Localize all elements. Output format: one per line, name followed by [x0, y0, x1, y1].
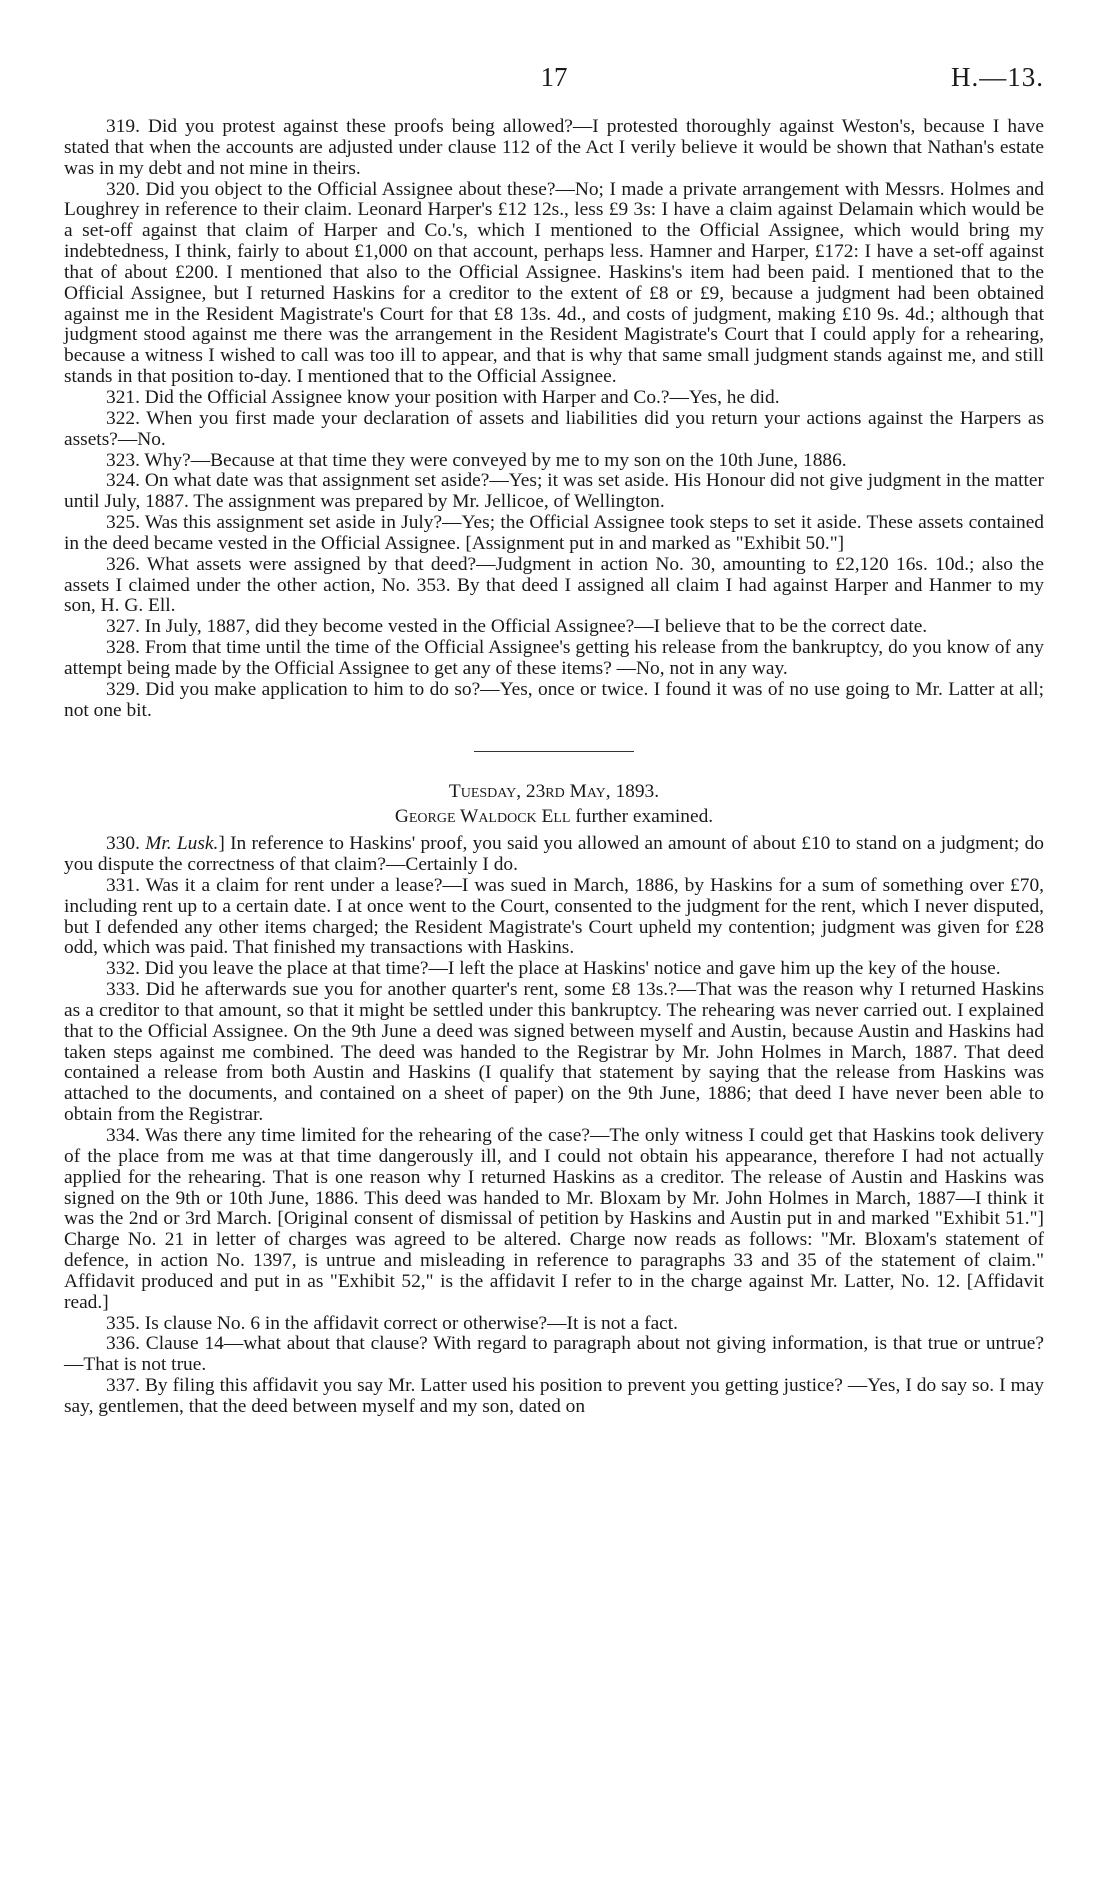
- paragraph-331: 331. Was it a claim for rent under a lease?—I was sued in March, 1886, by Haskins for a sum of something over £70, including rent up to a certain date. I at once went to the Court, consented to the judgment for the rent, which I never disputed, but I defended any other items charged; the Resident Magistrate's Court upheld my contention; judgment was given for £28 odd, which was paid. That finished my transactions with Haskins.: [64, 874, 1044, 959]
- paragraph-323: 323. Why?—Because at that time they were conveyed by me to my son on the 10th June, 1886.: [106, 449, 847, 471]
- paragraph-334: 334. Was there any time limited for the rehearing of the case?—The only witness I could get that Haskins took delivery of the place from me was at that time dangerously ill, and I could not obtain his appearance, therefore I had not actually applied for the rehearing. That is one reason why I returned Haskins as a creditor. The release of Austin and Haskins was signed on the 9th or 10th June, 1886. This deed was handed to Mr. Bloxam by Mr. John Holmes in March, 1887—I think it was the 2nd or 3rd March. [Original consent of dismissal of petition by Haskins and Austin put in and marked "Exhibit 51."] Charge No. 21 in letter of charges was agreed to be altered. Charge now reads as follows: "Mr. Bloxam's statement of defence, in action No. 1397, is untrue and misleading in reference to paragraphs 33 and 35 of the statement of claim." Affidavit produced and put in as "Exhibit 52," is the affidavit I refer to in the charge against Mr. Latter, No. 12. [Affidavit read.]: [64, 1124, 1044, 1313]
- questioner-name: Mr. Lusk.: [145, 833, 219, 855]
- paragraph-333: 333. Did he afterwards sue you for another quarter's rent, some £8 13s.?—That was the reason why I returned Haskins as a creditor to that amount, so that it might be settled under this bankruptcy. The rehearing was never carried out. I explained that to the Official Assignee. On the 9th June a deed was signed between myself and Austin, because Austin and Haskins had taken steps against me combined. The deed was handed to the Registrar by Mr. John Holmes in March, 1887. That deed contained a release from both Austin and Haskins (I qualify that statement by saying that the release from Haskins was attached to the documents, and contained on a sheet of paper) on the 9th June, 1886; that deed I have never been able to obtain from the Registrar.: [64, 979, 1044, 1126]
- paragraph-319: 319. Did you protest against these proofs being allowed?—I protested thoroughly against Weston's, because I have stated that when the accounts are adjusted under clause 112 of the Act I verily believe it would be shown that Nathan's estate was in my debt and not mine in theirs.: [64, 116, 1044, 179]
- paragraph-326: 326. What assets were assigned by that deed?—Judgment in action No. 30, amounting to £2,120 16s. 10d.; also the assets I claimed under the other action, No. 353. By that deed I assigned all claim I had against Harper and Hanmer to my son, H. G. Ell.: [64, 553, 1044, 617]
- witness-suffix: further examined.: [570, 806, 714, 828]
- document-reference: H.—13.: [951, 62, 1044, 92]
- paragraph-320: 320. Did you object to the Official Assignee about these?—No; I made a private arrangement with Messrs. Holmes and Loughrey in reference to their claim. Leonard Harper's £12 12s., less £9 3s: I have a claim against Delamain which would be a set-off against that claim of Harper and Co.'s, which I mentioned to the Official Assignee, which would bring my indebtedness, I think, fairly to about £1,000 on that account, perhaps less. Hamner and Harper, £172: I have a set-off against that of about £200. I mentioned that also to the Official Assignee. Haskins's item had been paid. I mentioned that to the Official Assignee, but I returned Haskins for a creditor to the extent of £8 or £9, because a judgment had been obtained against me in the Resident Magistrate's Court for that £8 13s. 4d., and costs of judgment, making £10 9s. 4d.; although that judgment stood against me there was the arrangement in the Resident Magistrate's Court that I could apply for a rehearing, because a witness I wished to call was too ill to appear, and that is why that same small judgment stands against me, and still stands in that position to-day. I mentioned that to the Official Assignee.: [64, 178, 1044, 388]
- paragraph-336: 336. Clause 14—what about that clause? With regard to paragraph about not giving information, is that true or untrue?—That is not true.: [64, 1333, 1044, 1376]
- witness-heading: [64, 807, 1044, 828]
- paragraph-328: 328. From that time until the time of the Official Assignee's getting his release from the bankruptcy, do you know of any attempt being made by the Official Assignee to get any of these items? —No, not in any way.: [64, 637, 1044, 679]
- paragraph-324: 324. On what date was that assignment set aside?—Yes; it was set aside. His Honour did not give judgment in the matter until July, 1887. The assignment was prepared by Mr. Jellicoe, of Wellington.: [64, 470, 1044, 513]
- page-header: [64, 62, 1044, 98]
- paragraph-332: 332. Did you leave the place at that time?—I left the place at Haskins' notice and gave him up the key of the house.: [106, 958, 1001, 980]
- paragraph-327: 327. In July, 1887, did they become vested in the Official Assignee?—I believe that to be the correct date.: [106, 616, 928, 638]
- witness-name: George Waldock Ell: [394, 806, 571, 828]
- paragraph-330-number: 330.: [106, 833, 140, 855]
- session-date: Tuesday, 23rd May, 1893.: [448, 781, 660, 803]
- paragraph-330-text: ] In reference to Haskins' proof, you said you allowed an amount of about £10 to stand on a judgment; do you dispute the correctness of that claim?—Certainly I do.: [64, 833, 1044, 875]
- section-evidence-continued: [64, 117, 1044, 721]
- paragraph-337: 337. By filing this affidavit you say Mr. Latter used his position to prevent you getting justice? —Yes, I do say so. I may say, gentlemen, that the deed between myself and my son, dated on: [64, 1375, 1044, 1417]
- paragraph-335: 335. Is clause No. 6 in the affidavit correct or otherwise?—It is not a fact.: [106, 1312, 679, 1334]
- paragraph-329: 329. Did you make application to him to do so?—Yes, once or twice. I found it was of no use going to Mr. Latter at all; not one bit.: [64, 678, 1044, 721]
- page-number: 17: [540, 62, 568, 92]
- paragraph-330: [64, 834, 1044, 876]
- section-further-examination: [64, 782, 1044, 1417]
- paragraph-322: 322. When you first made your declaration of assets and liabilities did you return your actions against the Harpers as assets?—No.: [64, 407, 1044, 450]
- section-divider: [474, 751, 634, 752]
- paragraph-321: 321. Did the Official Assignee know your position with Harper and Co.?—Yes, he did.: [106, 386, 780, 408]
- document-body: [64, 117, 1044, 1418]
- paragraph-325: 325. Was this assignment set aside in July?—Yes; the Official Assignee took steps to set it aside. These assets contained in the deed became vested in the Official Assignee. [Assignment put in and marked as "Exhibit 50."]: [64, 512, 1044, 554]
